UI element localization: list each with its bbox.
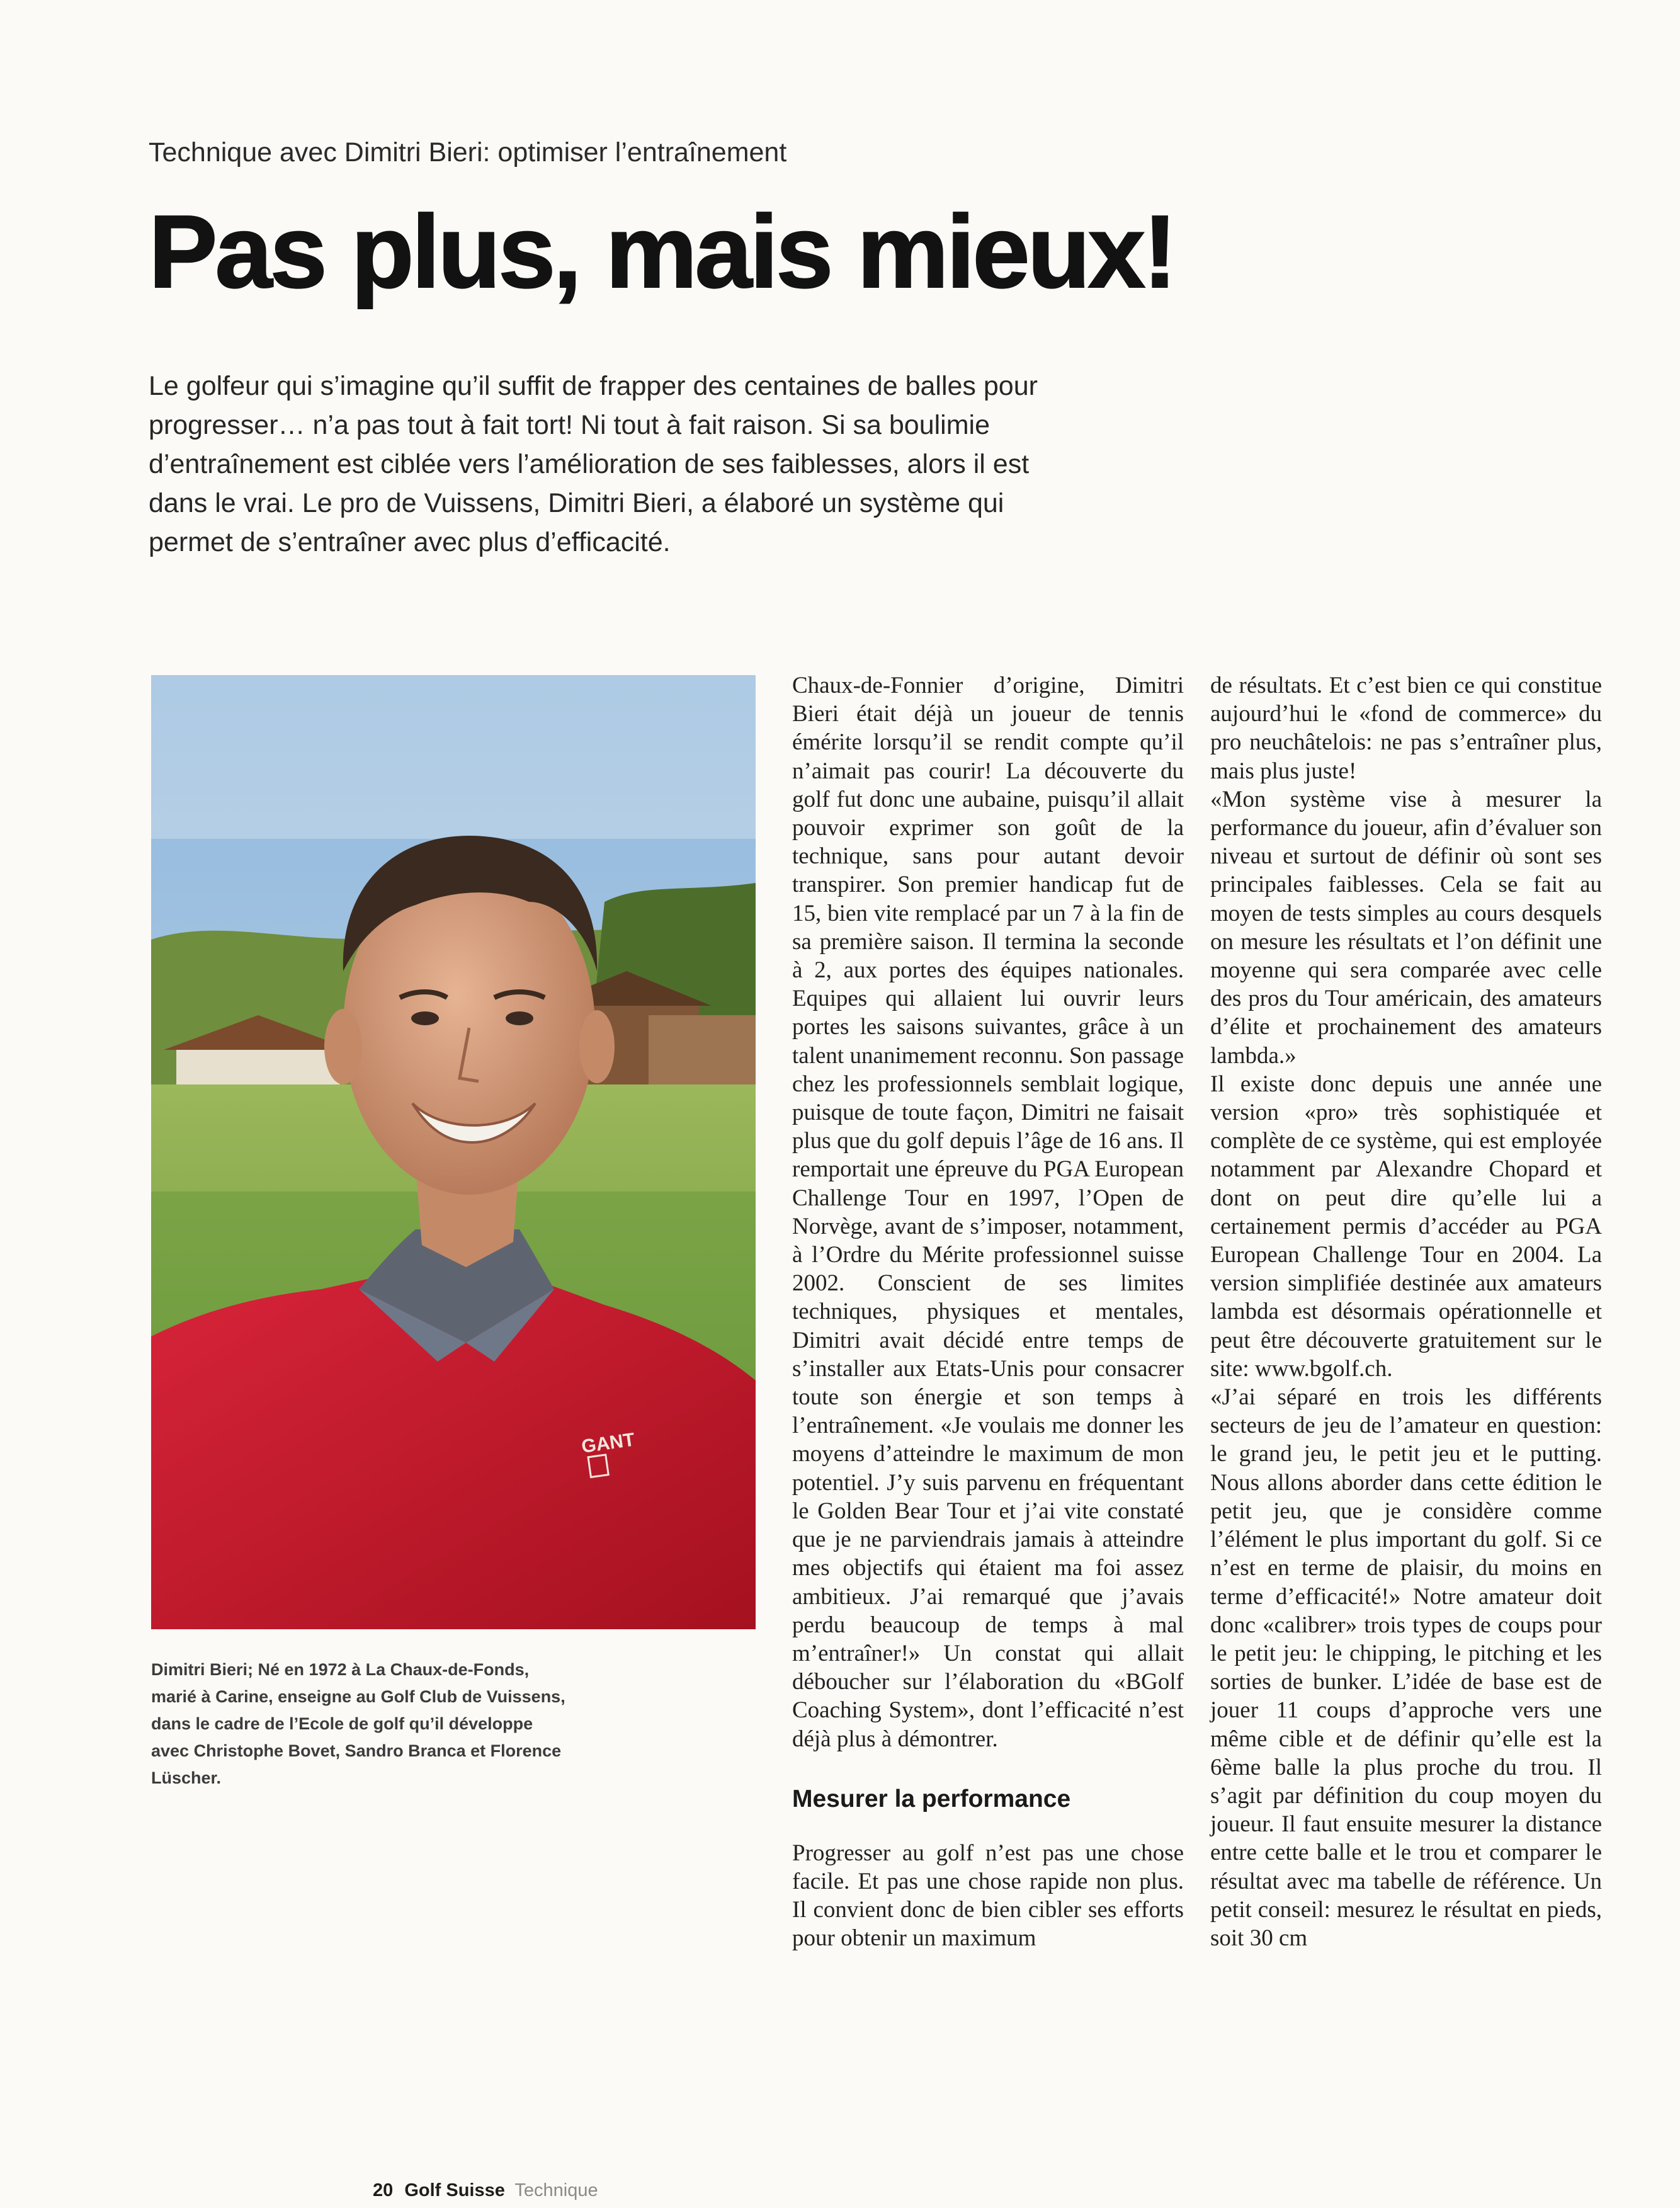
section-subhead: Mesurer la performance bbox=[792, 1785, 1071, 1812]
page-footer bbox=[373, 2180, 598, 2201]
article-headline: Pas plus, mais mieux! bbox=[149, 194, 1175, 309]
portrait-photo bbox=[151, 675, 756, 1629]
column-2-paragraph-2: «Mon système vise à mesurer la performance du joueur, afin d’évaluer son niveau et surtout de définir où sont ses principales faiblesses. Cela se fait au moyen de tests simples au cours desquels on mesure les résultats et l’on définit une moyenne qui sera comparée avec celle des pros du Tour américain, des amateurs d’élite et prochainement des amateurs lambda.» bbox=[1210, 786, 1602, 1069]
portrait-illustration bbox=[151, 675, 756, 1629]
column-1-paragraph-1: Chaux-de-Fonnier d’origine, Dimitri Bieri était déjà un joueur de tennis émérite lorsqu’il se rendit compte qu’il n’aimait pas courir! La découverte du golf fut donc une aubaine, puisqu’il allait pouvoir exprimer son goût de la technique, sans pour autant devoir transpirer. Son premier handicap fut de 15, bien vite remplacé par un 7 à la fin de sa première saison. Il termina la seconde à 2, aux portes des équipes nationales. Equipes qui allaient lui ouvrir leurs portes les saisons suivantes, grâce à un talent unanimement reconnu. Son passage chez les professionnels semblait logique, puisque de toute façon, Dimitri ne faisait plus que du golf depuis l’âge de 16 ans. Il remportait une épreuve du PGA European Challenge Tour en 1997, l’Open de Norvège, avant de s’imposer, notamment, à l’Ordre du Mérite professionnel suisse 2002. Conscient de ses limites techniques, physiques et mentales, Dimitri avait décidé entre temps de s’installer aux Etats-Unis pour consacrer toute son énergie et son temps à l’entraînement. «Je voulais me donner les moyens d’atteindre le maximum de mon potentiel. J’y suis parvenu en fréquentant le Golden Bear Tour et j’ai vite constaté que je ne parviendrais jamais à atteindre mes objectifs qui étaient ma foi assez ambitieux. J’ai remarqué que j’avais perdu beaucoup de temps à mal m’entraîner!» Un constat qui allait déboucher sur l’élaboration du «BGolf Coaching System», dont l’efficacité n’est déjà plus à démontrer. bbox=[792, 673, 1184, 1752]
article-column-1 bbox=[792, 671, 1184, 1953]
column-2-paragraph-1: de résultats. Et c’est bien ce qui constitue aujourd’hui le «fond de commerce» du pro neuchâtelois: ne pas s’entraîner plus, mais plus juste! bbox=[1210, 673, 1602, 784]
section-name: Technique bbox=[514, 2180, 598, 2200]
column-1-paragraph-2: Progresser au golf n’est pas une chose facile. Et pas une chose rapide non plus. Il convient donc de bien cibler ses efforts pour obtenir un maximum bbox=[792, 1840, 1184, 1952]
column-2-paragraph-3: Il existe donc depuis une année une version «pro» très sophistiquée et complète de ce système, qui est employée notamment par Alexandre Chopard et dont on peut dire qu’elle lui a certainement permis d’accéder au PGA European Challenge Tour en 2004. La version simplifiée destinée aux amateurs lambda est désormais opérationnelle et peut être découverte gratuitement sur le site: www.bgolf.ch. bbox=[1210, 1071, 1602, 1382]
magazine-name: Golf Suisse bbox=[404, 2180, 505, 2200]
photo-caption: Dimitri Bieri; Né en 1972 à La Chaux-de-Fonds, marié à Carine, enseigne au Golf Club de Vuissens, dans le cadre de l’Ecole de golf qu’il développe avec Christophe Bovet, Sandro Branca et Florence Lüscher. bbox=[151, 1660, 565, 1787]
article-column-2 bbox=[1210, 671, 1602, 1952]
column-2-paragraph-4: «J’ai séparé en trois les différents secteurs de jeu de l’amateur en question: le grand jeu, le petit jeu et le putting. Nous allons aborder dans cette édition le petit jeu, que je considère comme l’élément le plus important du golf. Si ce n’est en terme de plaisir, du moins en terme d’efficacité!» Notre amateur doit donc «calibrer» trois types de coups pour le petit jeu: le chipping, le pitching et les sorties de bunker. L’idée de base est de jouer 11 coups d’approche vers une même cible et de définir qu’elle est la 6ème balle la plus proche du trou. Il s’agit par définition du coup moyen du joueur. Il faut ensuite mesurer la distance entre cette balle et le trou et comparer le résultat avec ma tabelle de référence. Un petit conseil: mesurez le résultat en pieds, soit 30 cm bbox=[1210, 1384, 1602, 1951]
article-kicker: Technique avec Dimitri Bieri: optimiser l’entraînement bbox=[149, 137, 787, 168]
gant-logo-text: GANT bbox=[580, 1429, 637, 1457]
article-lead: Le golfeur qui s’imagine qu’il suffit de frapper des centaines de balles pour progresser… n’a pas tout à fait tort! Ni tout à fait raison. Si sa boulimie d’entraînement est ciblée vers l’amélioration de ses faiblesses, alors il est dans le vrai. Le pro de Vuissens, Dimitri Bieri, a élaboré un système qui permet de s’entraîner avec plus d’efficacité. bbox=[149, 371, 1038, 557]
page-number: 20 bbox=[373, 2180, 394, 2200]
